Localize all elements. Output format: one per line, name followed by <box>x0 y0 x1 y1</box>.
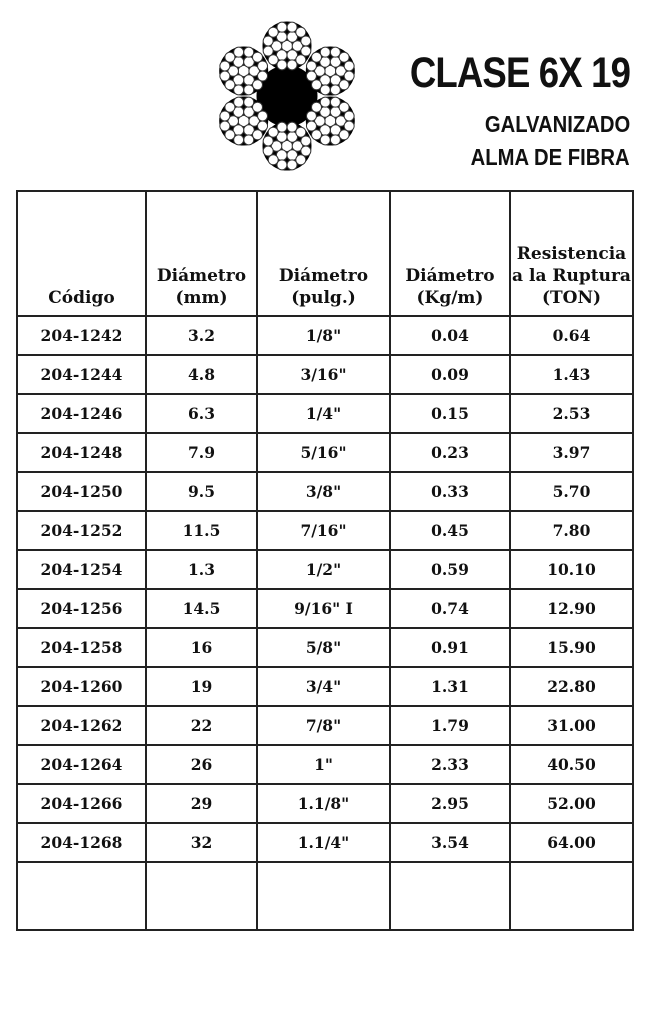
table-cell-codigo: 204-1252 <box>17 511 146 550</box>
table-cell-codigo: 204-1268 <box>17 823 146 862</box>
table-cell-mm: 22 <box>146 706 257 745</box>
table-blank-row <box>17 862 633 930</box>
table-cell-kgm: 0.09 <box>390 355 510 394</box>
wire-rope-cross-section-icon <box>212 8 362 183</box>
header-line: (Kg/m) <box>416 287 484 308</box>
table-cell-pulg: 1.1/8" <box>257 784 390 823</box>
table-cell-ton: 15.90 <box>510 628 633 667</box>
table-cell-mm: 1.3 <box>146 550 257 589</box>
subtitle-galvanizado: GALVANIZADO <box>484 111 630 137</box>
header-line: a la Ruptura <box>512 265 631 286</box>
header-line: Diámetro <box>405 265 495 286</box>
table-cell-mm: 7.9 <box>146 433 257 472</box>
table-cell-empty <box>257 862 390 930</box>
table-row <box>17 394 633 433</box>
table-cell-codigo: 204-1244 <box>17 355 146 394</box>
subtitle-alma-de-fibra: ALMA DE FIBRA <box>471 144 630 170</box>
table-cell-pulg: 5/16" <box>257 433 390 472</box>
table-row <box>17 745 633 784</box>
table-cell-kgm: 2.95 <box>390 784 510 823</box>
table-cell-ton: 0.64 <box>510 316 633 355</box>
spec-table <box>16 190 634 931</box>
table-cell-ton: 10.10 <box>510 550 633 589</box>
table-cell-kgm: 1.31 <box>390 667 510 706</box>
table-cell-pulg: 1/4" <box>257 394 390 433</box>
table-cell-kgm: 0.45 <box>390 511 510 550</box>
table-cell-codigo: 204-1264 <box>17 745 146 784</box>
table-cell-codigo: 204-1248 <box>17 433 146 472</box>
table-cell-empty <box>146 862 257 930</box>
table-cell-codigo: 204-1250 <box>17 472 146 511</box>
table-cell-codigo: 204-1266 <box>17 784 146 823</box>
table-cell-codigo: 204-1242 <box>17 316 146 355</box>
page-title: CLASE 6X 19 <box>409 49 630 97</box>
header-line: Resistencia <box>516 243 627 264</box>
table-cell-kgm: 0.04 <box>390 316 510 355</box>
table-header-row <box>17 191 633 316</box>
table-row <box>17 433 633 472</box>
table-cell-ton: 2.53 <box>510 394 633 433</box>
header <box>0 0 650 185</box>
table-cell-empty <box>17 862 146 930</box>
table-row <box>17 316 633 355</box>
table-cell-mm: 14.5 <box>146 589 257 628</box>
table-cell-pulg: 5/8" <box>257 628 390 667</box>
table-cell-codigo: 204-1258 <box>17 628 146 667</box>
table-cell-ton: 40.50 <box>510 745 633 784</box>
table-cell-pulg: 7/16" <box>257 511 390 550</box>
table-cell-ton: 5.70 <box>510 472 633 511</box>
header-codigo: Código <box>17 191 146 316</box>
table-cell-pulg: 7/8" <box>257 706 390 745</box>
table-cell-kgm: 0.33 <box>390 472 510 511</box>
table-row <box>17 355 633 394</box>
table-cell-ton: 7.80 <box>510 511 633 550</box>
header-line: (mm) <box>175 287 228 308</box>
table-cell-codigo: 204-1254 <box>17 550 146 589</box>
header-line: (TON) <box>541 287 602 308</box>
table-row <box>17 472 633 511</box>
table-cell-mm: 29 <box>146 784 257 823</box>
table-cell-pulg: 9/16" I <box>257 589 390 628</box>
table-row <box>17 628 633 667</box>
table-cell-kgm: 3.54 <box>390 823 510 862</box>
table-cell-ton: 22.80 <box>510 667 633 706</box>
table-cell-ton: 12.90 <box>510 589 633 628</box>
table-cell-mm: 3.2 <box>146 316 257 355</box>
table-cell-ton: 52.00 <box>510 784 633 823</box>
table-row <box>17 511 633 550</box>
table-row <box>17 667 633 706</box>
header-diametro-mm <box>146 191 257 316</box>
header-resistencia <box>510 191 633 316</box>
table-cell-pulg: 1" <box>257 745 390 784</box>
table-cell-pulg: 1.1/4" <box>257 823 390 862</box>
table-cell-kgm: 0.91 <box>390 628 510 667</box>
table-cell-ton: 64.00 <box>510 823 633 862</box>
table-cell-mm: 16 <box>146 628 257 667</box>
table-cell-mm: 4.8 <box>146 355 257 394</box>
header-diametro-pulg <box>257 191 390 316</box>
table-cell-codigo: 204-1246 <box>17 394 146 433</box>
table-cell-pulg: 3/4" <box>257 667 390 706</box>
table-row <box>17 784 633 823</box>
table-cell-kgm: 0.15 <box>390 394 510 433</box>
table-cell-ton: 31.00 <box>510 706 633 745</box>
table-cell-mm: 26 <box>146 745 257 784</box>
table-cell-codigo: 204-1262 <box>17 706 146 745</box>
table-cell-pulg: 3/16" <box>257 355 390 394</box>
table-row <box>17 706 633 745</box>
table-cell-mm: 32 <box>146 823 257 862</box>
table-cell-ton: 3.97 <box>510 433 633 472</box>
table-cell-pulg: 3/8" <box>257 472 390 511</box>
table-cell-kgm: 1.79 <box>390 706 510 745</box>
table-cell-kgm: 2.33 <box>390 745 510 784</box>
table-cell-ton: 1.43 <box>510 355 633 394</box>
header-line: Diámetro <box>156 265 247 286</box>
table-cell-codigo: 204-1260 <box>17 667 146 706</box>
table-cell-kgm: 0.59 <box>390 550 510 589</box>
table-row <box>17 589 633 628</box>
table-cell-empty <box>510 862 633 930</box>
table-cell-codigo: 204-1256 <box>17 589 146 628</box>
table-cell-mm: 19 <box>146 667 257 706</box>
table-cell-pulg: 1/2" <box>257 550 390 589</box>
table-cell-mm: 11.5 <box>146 511 257 550</box>
table-cell-empty <box>390 862 510 930</box>
table-row <box>17 550 633 589</box>
header-diametro-kgm <box>390 191 510 316</box>
header-line: (pulg.) <box>291 287 356 308</box>
table-cell-mm: 6.3 <box>146 394 257 433</box>
table-cell-kgm: 0.23 <box>390 433 510 472</box>
header-line: Diámetro <box>278 265 369 286</box>
table-cell-kgm: 0.74 <box>390 589 510 628</box>
table-row <box>17 823 633 862</box>
table-cell-mm: 9.5 <box>146 472 257 511</box>
table-cell-pulg: 1/8" <box>257 316 390 355</box>
